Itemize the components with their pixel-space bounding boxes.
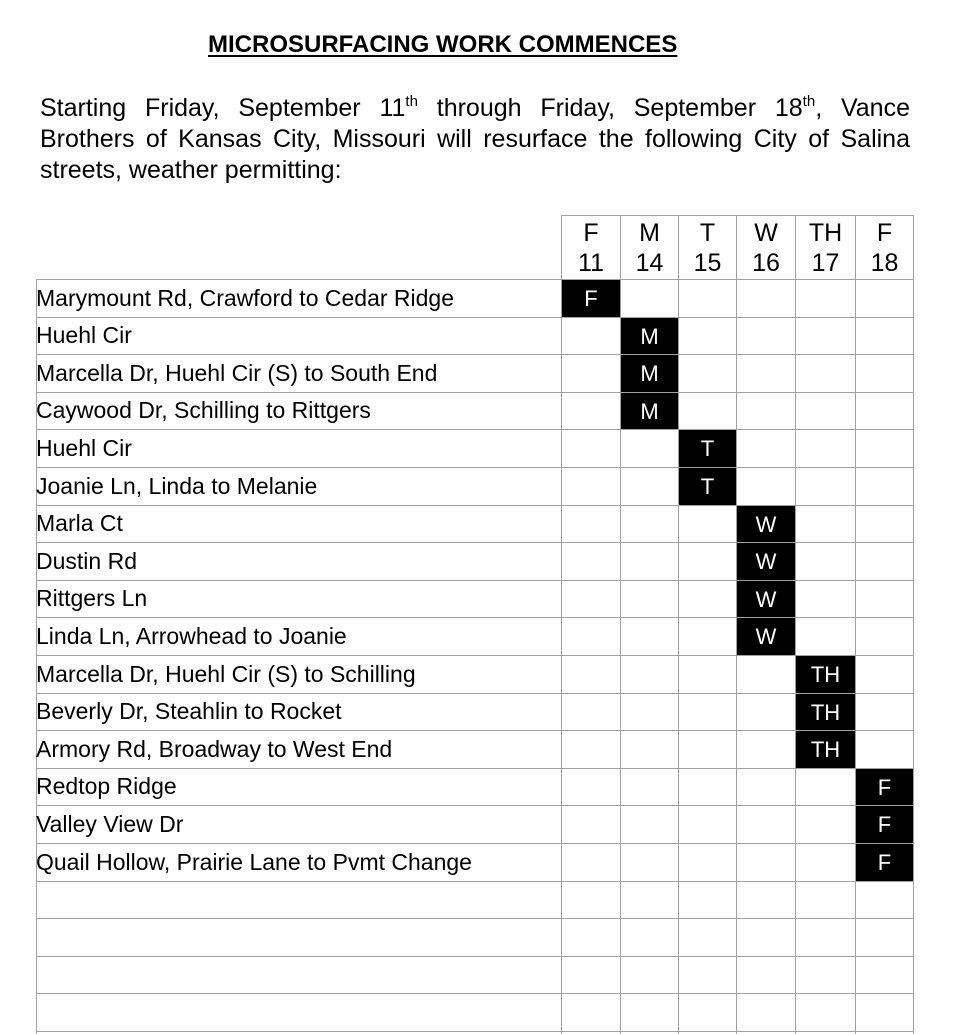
intro-sup-2: th xyxy=(802,93,816,110)
column-divider xyxy=(913,215,914,1034)
street-name: Marcella Dr, Huehl Cir (S) to South End xyxy=(36,359,438,386)
schedule-mark: F xyxy=(562,280,620,317)
street-name: Beverly Dr, Steahlin to Rocket xyxy=(36,698,342,725)
intro-text-1: Starting Friday, September 11 xyxy=(40,94,406,122)
street-name: Huehl Cir xyxy=(36,434,132,461)
intro-text-2: through Friday, September 18 xyxy=(417,94,803,122)
page-title: MICROSURFACING WORK COMMENCES xyxy=(208,31,678,58)
street-name: Huehl Cir xyxy=(36,322,132,349)
street-name: Quail Hollow, Prairie Lane to Pvmt Change xyxy=(36,848,472,875)
day-header xyxy=(856,218,914,278)
street-name: Redtop Ridge xyxy=(36,773,177,800)
day-date: 16 xyxy=(752,249,780,277)
day-abbr: F xyxy=(876,219,893,247)
schedule-mark: TH xyxy=(796,656,855,693)
row-divider xyxy=(36,1031,914,1032)
row-divider xyxy=(36,918,914,919)
street-name: Joanie Ln, Linda to Melanie xyxy=(36,472,318,499)
day-date: 18 xyxy=(870,249,899,277)
intro-sup-1: th xyxy=(405,93,418,110)
street-name: Rittgers Ln xyxy=(36,585,148,612)
schedule-mark: T xyxy=(679,468,736,505)
day-date: 17 xyxy=(811,249,840,277)
schedule-mark: TH xyxy=(796,731,855,768)
street-name: Marymount Rd, Crawford to Cedar Ridge xyxy=(36,284,454,311)
street-name: Marcella Dr, Huehl Cir (S) to Schilling xyxy=(36,660,416,687)
schedule-mark: W xyxy=(737,506,795,543)
row-divider xyxy=(36,881,914,882)
row-divider xyxy=(36,993,914,994)
schedule-mark: M xyxy=(621,393,678,430)
schedule-mark: T xyxy=(679,430,736,467)
schedule-mark: F xyxy=(856,806,913,843)
day-abbr: M xyxy=(639,219,660,247)
day-header xyxy=(737,218,796,278)
day-abbr: F xyxy=(583,219,599,247)
street-name: Caywood Dr, Schilling to Rittgers xyxy=(36,397,371,424)
day-date: 14 xyxy=(635,249,664,277)
street-name: Valley View Dr xyxy=(36,810,184,837)
column-divider xyxy=(678,215,679,1034)
street-name: Dustin Rd xyxy=(36,547,137,574)
day-date: 15 xyxy=(693,249,722,277)
street-name: Linda Ln, Arrowhead to Joanie xyxy=(36,622,347,649)
column-divider xyxy=(855,215,856,1034)
day-abbr: T xyxy=(699,219,716,247)
column-divider xyxy=(795,215,796,1034)
schedule-mark: W xyxy=(737,581,795,618)
day-abbr: W xyxy=(754,219,778,247)
schedule-mark: TH xyxy=(796,694,855,731)
day-header xyxy=(562,218,621,278)
schedule-mark: W xyxy=(737,618,795,655)
intro-text-3: , Vance Brothers of Kansas City, Missouri will resurface the following City of Salina streets, weather permitting: xyxy=(40,94,910,184)
schedule-mark: M xyxy=(621,318,678,355)
day-header xyxy=(621,218,679,278)
day-header xyxy=(796,218,856,278)
schedule-mark: F xyxy=(856,844,913,881)
column-divider xyxy=(561,215,562,1034)
day-date: 11 xyxy=(578,249,604,277)
row-divider xyxy=(36,956,914,957)
header-top-border xyxy=(561,215,914,216)
schedule-mark: M xyxy=(621,355,678,392)
schedule-mark: W xyxy=(737,543,795,580)
street-name: Armory Rd, Broadway to West End xyxy=(36,735,393,762)
street-name: Marla Ct xyxy=(36,510,123,537)
day-abbr: TH xyxy=(808,219,843,247)
day-header xyxy=(679,218,737,278)
row-divider xyxy=(36,317,914,318)
schedule-mark: F xyxy=(856,769,913,806)
